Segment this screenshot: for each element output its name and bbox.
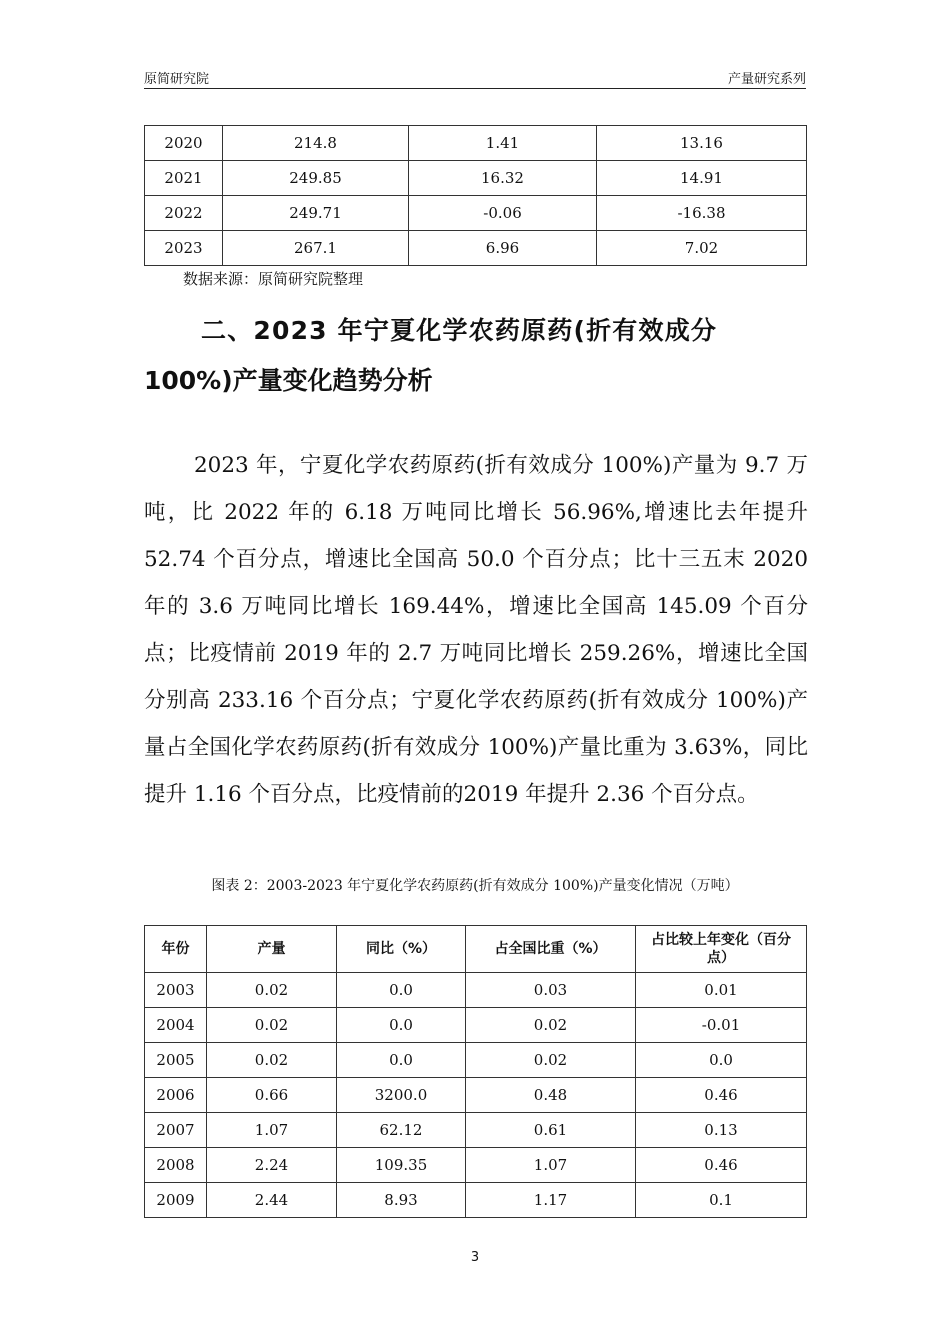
table-cell: 62.12 <box>337 1113 466 1148</box>
table-cell: 0.48 <box>466 1078 636 1113</box>
header-series-name: 产量研究系列 <box>727 72 806 87</box>
column-header-output: 产量 <box>207 926 337 973</box>
table-cell: 7.02 <box>597 231 807 266</box>
table-cell: 0.02 <box>207 1008 337 1043</box>
table-cell: 0.1 <box>636 1183 807 1218</box>
table-cell: 0.0 <box>337 1043 466 1078</box>
section-heading <box>144 306 808 406</box>
table-cell: 0.0 <box>636 1043 807 1078</box>
table-row <box>145 161 807 196</box>
production-table <box>144 925 807 1218</box>
table-cell: 0.02 <box>466 1008 636 1043</box>
table-cell: 1.41 <box>409 126 597 161</box>
data-source-note: 数据来源：原简研究院整理 <box>183 270 364 288</box>
table-cell: 0.03 <box>466 973 636 1008</box>
table-cell: 0.02 <box>207 973 337 1008</box>
table-cell: 0.46 <box>636 1078 807 1113</box>
table-cell: 2021 <box>145 161 223 196</box>
table-row <box>145 126 807 161</box>
table-row <box>145 1043 807 1078</box>
table-cell: 16.32 <box>409 161 597 196</box>
table-cell: 0.61 <box>466 1113 636 1148</box>
table-cell: 0.01 <box>636 973 807 1008</box>
section-heading-line-2: 100%)产量变化趋势分析 <box>144 366 433 395</box>
table-cell: 2004 <box>145 1008 207 1043</box>
column-header-yoy: 同比（%） <box>337 926 466 973</box>
table-cell: 1.17 <box>466 1183 636 1218</box>
continued-data-table <box>144 125 807 266</box>
table-cell: 0.0 <box>337 973 466 1008</box>
table-cell: 2.44 <box>207 1183 337 1218</box>
table-cell: 2003 <box>145 973 207 1008</box>
table-row <box>145 1008 807 1043</box>
table-cell: 2006 <box>145 1078 207 1113</box>
table-cell: 0.0 <box>337 1008 466 1043</box>
column-header-national-share: 占全国比重（%） <box>466 926 636 973</box>
table-cell: 214.8 <box>223 126 409 161</box>
table-row <box>145 1148 807 1183</box>
table-cell: 249.85 <box>223 161 409 196</box>
table-cell: 2009 <box>145 1183 207 1218</box>
table-cell: 1.07 <box>207 1113 337 1148</box>
table-cell: 8.93 <box>337 1183 466 1218</box>
table-cell: 2022 <box>145 196 223 231</box>
column-header-share-change: 占比较上年变化（百分点） <box>636 926 807 973</box>
table-cell: 267.1 <box>223 231 409 266</box>
table-cell: 3200.0 <box>337 1078 466 1113</box>
table-header-row <box>145 926 807 973</box>
table-cell: 2007 <box>145 1113 207 1148</box>
table-cell: 14.91 <box>597 161 807 196</box>
table-row <box>145 196 807 231</box>
table-cell: 0.02 <box>207 1043 337 1078</box>
page-header <box>144 66 806 89</box>
table-cell: 6.96 <box>409 231 597 266</box>
table-cell: -0.06 <box>409 196 597 231</box>
table-cell: -16.38 <box>597 196 807 231</box>
table-row <box>145 1078 807 1113</box>
column-header-year: 年份 <box>145 926 207 973</box>
table-row <box>145 1113 807 1148</box>
table-row <box>145 231 807 266</box>
table-cell: 0.02 <box>466 1043 636 1078</box>
table-cell: 0.66 <box>207 1078 337 1113</box>
body-paragraph: 2023 年，宁夏化学农药原药(折有效成分 100%)产量为 9.7 万吨，比 2022 年的 6.18 万吨同比增长 56.96%,增速比去年提升 52.74 个百分点，增速比全国高 50.0 个百分点；比十三五末 2020 年的 3.6 万吨同比增长 169.44%，增速比全国高 145.09 个百分点；比疫情前 2019 年的 2.7 万吨同比增长 259.26%，增速比全国分别高 233.16 个百分点；宁夏化学农药原药(折有效成分 100%)产量占全国化学农药原药(折有效成分 100%)产量比重为 3.63%，同比提升 1.16 个百分点，比疫情前的2019 年提升 2.36 个百分点。 <box>144 452 808 807</box>
table-caption: 图表 2：2003-2023 年宁夏化学农药原药(折有效成分 100%)产量变化情况（万吨） <box>211 878 739 894</box>
table-cell: 109.35 <box>337 1148 466 1183</box>
section-heading-line-1: 二、2023 年宁夏化学农药原药(折有效成分 <box>201 316 718 345</box>
header-org-name: 原简研究院 <box>144 72 210 87</box>
table-cell: 2.24 <box>207 1148 337 1183</box>
table-cell: -0.01 <box>636 1008 807 1043</box>
page-number: 3 <box>470 1250 480 1265</box>
table-cell: 249.71 <box>223 196 409 231</box>
table-row <box>145 973 807 1008</box>
table-cell: 2008 <box>145 1148 207 1183</box>
table-cell: 1.07 <box>466 1148 636 1183</box>
table-row <box>145 1183 807 1218</box>
table-cell: 2005 <box>145 1043 207 1078</box>
table-cell: 0.13 <box>636 1113 807 1148</box>
table-cell: 2020 <box>145 126 223 161</box>
table-cell: 0.46 <box>636 1148 807 1183</box>
table-cell: 13.16 <box>597 126 807 161</box>
table-cell: 2023 <box>145 231 223 266</box>
